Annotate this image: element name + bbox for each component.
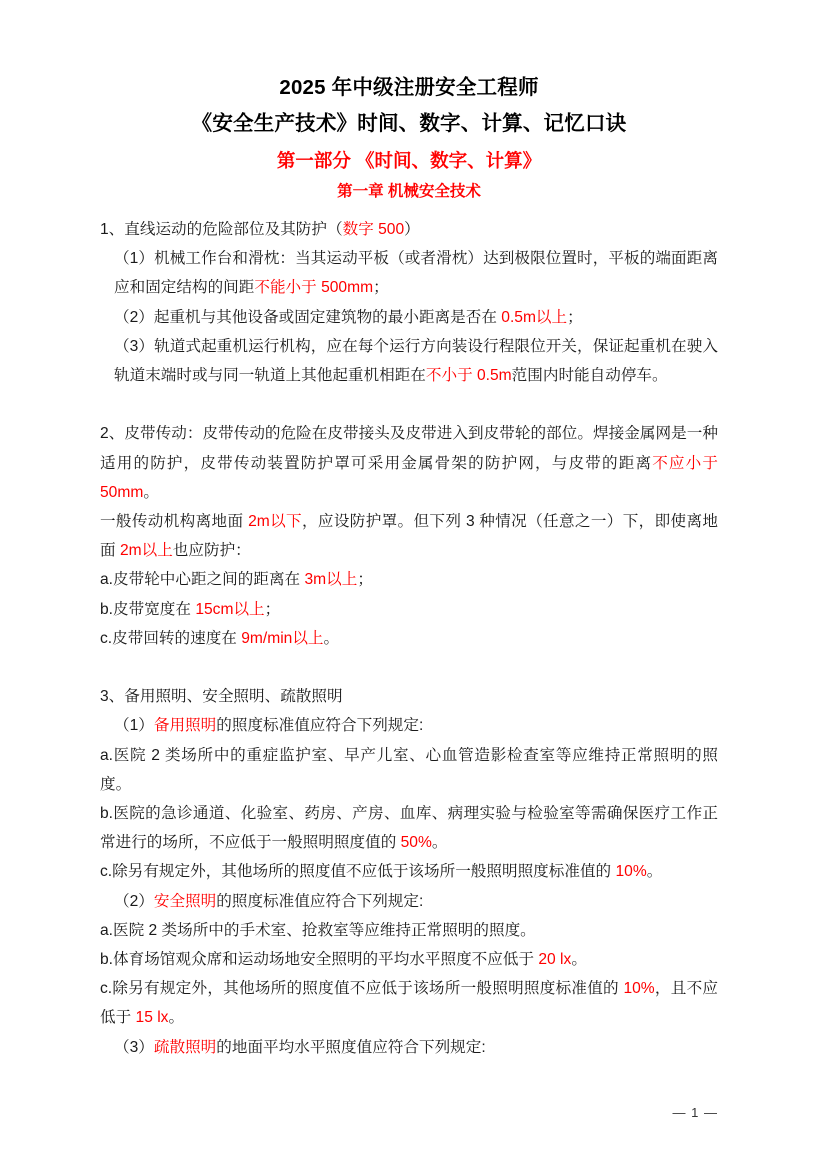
highlight-text: 2m以下 — [248, 513, 302, 531]
highlight-text: 不应小于 50mm — [100, 454, 718, 501]
body-text: 3、备用照明、安全照明、疏散照明 — [100, 688, 343, 706]
highlight-text: 不能小于 500mm — [254, 279, 374, 297]
highlight-text: 20 lx — [538, 951, 572, 969]
paragraph-s3-2-a — [100, 916, 718, 945]
body-text: 。 — [431, 834, 448, 852]
body-text: ，应设防护罩。但下列 3 种情况（任意之一）下，即使离地面 — [100, 513, 718, 560]
paragraph-s3-3-title — [100, 1033, 718, 1062]
highlight-text: 9m/min以上 — [241, 629, 324, 647]
body-text: a.医院 2 类场所中的重症监护室、早产儿室、心血管造影检查室等应维持正常照明的照度。 — [100, 746, 718, 793]
highlight-text: 10% — [615, 863, 647, 881]
body-text: ； — [373, 279, 389, 297]
paragraph-s3-2-b — [100, 945, 718, 974]
body-text: 。 — [646, 863, 663, 881]
body-text: c.除另有规定外，其他场所的照度值不应低于该场所一般照明照度标准值的 — [100, 863, 616, 881]
paragraph-s3-2-c — [100, 974, 718, 1032]
body-text: 的照度标准值应符合下列规定: — [216, 717, 424, 735]
body-text: ） — [404, 221, 420, 238]
paragraph-s3-2-title — [100, 887, 718, 916]
document-body — [100, 206, 718, 1062]
document-content — [100, 0, 718, 1062]
body-text: （3）轨道式起重机运行机构，应在每个运行方向装设行程限位开关，保证起重机在驶入轨道末端时或与同一轨道上其他起重机相距在 — [114, 337, 718, 385]
chapter-title: 第一章 机械安全技术 — [337, 183, 481, 200]
body-text: （1）机械工作台和滑枕：当其运动平板（或者滑枕）达到极限位置时，平板的端面距离应和固定结构的间距 — [114, 250, 718, 297]
highlight-text: 10% — [623, 980, 655, 998]
paragraph-s2-c — [100, 624, 718, 653]
highlight-text: 数字 500 — [342, 221, 405, 238]
body-text: （1） — [114, 717, 154, 735]
highlight-text: 不小于 0.5m — [425, 367, 512, 385]
paragraph-s3-1-c — [100, 857, 718, 886]
page-number-footer: — 1 — — [672, 1105, 718, 1120]
body-text: b.体育场馆观众席和运动场地安全照明的平均水平照度不应低于 — [100, 951, 539, 969]
paragraph-s2-a — [100, 565, 718, 594]
body-text: c.皮带回转的速度在 — [100, 629, 242, 647]
paragraph-s2-b — [100, 595, 718, 624]
body-text: c.除另有规定外，其他场所的照度值不应低于该场所一般照明照度标准值的 — [100, 980, 624, 998]
body-text: 也应防护： — [172, 542, 251, 560]
body-text: 。 — [168, 1009, 185, 1027]
paragraph-s3-heading — [100, 682, 718, 711]
paragraph-s1-item-3 — [100, 332, 718, 390]
paragraph-s2-general — [100, 507, 718, 565]
body-text: a.皮带轮中心距之间的距离在 — [100, 571, 305, 589]
body-text: 1、直线运动的危险部位及其防护（ — [100, 221, 343, 238]
highlight-text: 15 lx — [135, 1009, 169, 1027]
body-text: 的照度标准值应符合下列规定: — [216, 892, 424, 910]
paragraph-spacer — [100, 390, 718, 419]
highlight-text: 3m以上 — [304, 571, 358, 589]
body-text: ； — [357, 571, 373, 589]
body-text: 。 — [571, 951, 587, 969]
paragraph-s3-1-b — [100, 799, 718, 857]
body-text: 。 — [323, 629, 340, 647]
paragraph-s1-item-1 — [100, 244, 718, 302]
highlight-text: 疏散照明 — [153, 1038, 217, 1056]
highlight-text: 0.5m以上 — [501, 308, 568, 326]
body-text: 。 — [143, 483, 159, 501]
body-text: 2、皮带传动：皮带传动的危险在皮带接头及皮带进入到皮带轮的部位。焊接金属网是一种适用的防护，皮带传动装置防护罩可采用金属骨架的防护网，与皮带的距离 — [100, 425, 718, 472]
document-title-line-2: 《安全生产技术》时间、数字、计算、记忆口诀 — [191, 112, 627, 135]
highlight-text: 50% — [400, 834, 432, 852]
body-text: 的地面平均水平照度值应符合下列规定: — [216, 1038, 486, 1056]
paragraph-s3-1-a — [100, 741, 718, 799]
body-text: 一般传动机构离地面 — [100, 513, 249, 531]
paragraph-spacer — [100, 653, 718, 682]
section-heading — [100, 215, 718, 244]
highlight-text: 2m以上 — [119, 542, 173, 560]
body-text: （2） — [114, 892, 154, 910]
document-title-line-1: 2025 年中级注册安全工程师 — [279, 76, 539, 99]
paragraph-s3-1-title — [100, 711, 718, 740]
body-text: ； — [567, 308, 583, 326]
body-text: 范围内时能自动停车。 — [511, 367, 668, 385]
highlight-text: 安全照明 — [153, 892, 217, 910]
part-title: 第一部分 《时间、数字、计算》 — [276, 150, 542, 171]
body-text: （2）起重机与其他设备或固定建筑物的最小距离是否在 — [114, 308, 502, 326]
paragraph-s1-item-2 — [100, 303, 718, 332]
body-text: b.医院的急诊通道、化验室、药房、产房、血库、病理实验与检验室等需确保医疗工作正常进行的场所，不应低于一般照明照度值的 — [100, 805, 718, 852]
body-text: ； — [264, 600, 281, 618]
highlight-text: 15cm以上 — [195, 600, 265, 618]
body-text: a.医院 2 类场所中的手术室、抢救室等应维持正常照明的照度。 — [100, 921, 536, 939]
paragraph-s2-intro — [100, 419, 718, 507]
highlight-text: 备用照明 — [153, 717, 217, 735]
body-text: ，且不应低于 — [100, 980, 718, 1027]
body-text: b.皮带宽度在 — [100, 600, 196, 618]
body-text: （3） — [114, 1038, 154, 1056]
